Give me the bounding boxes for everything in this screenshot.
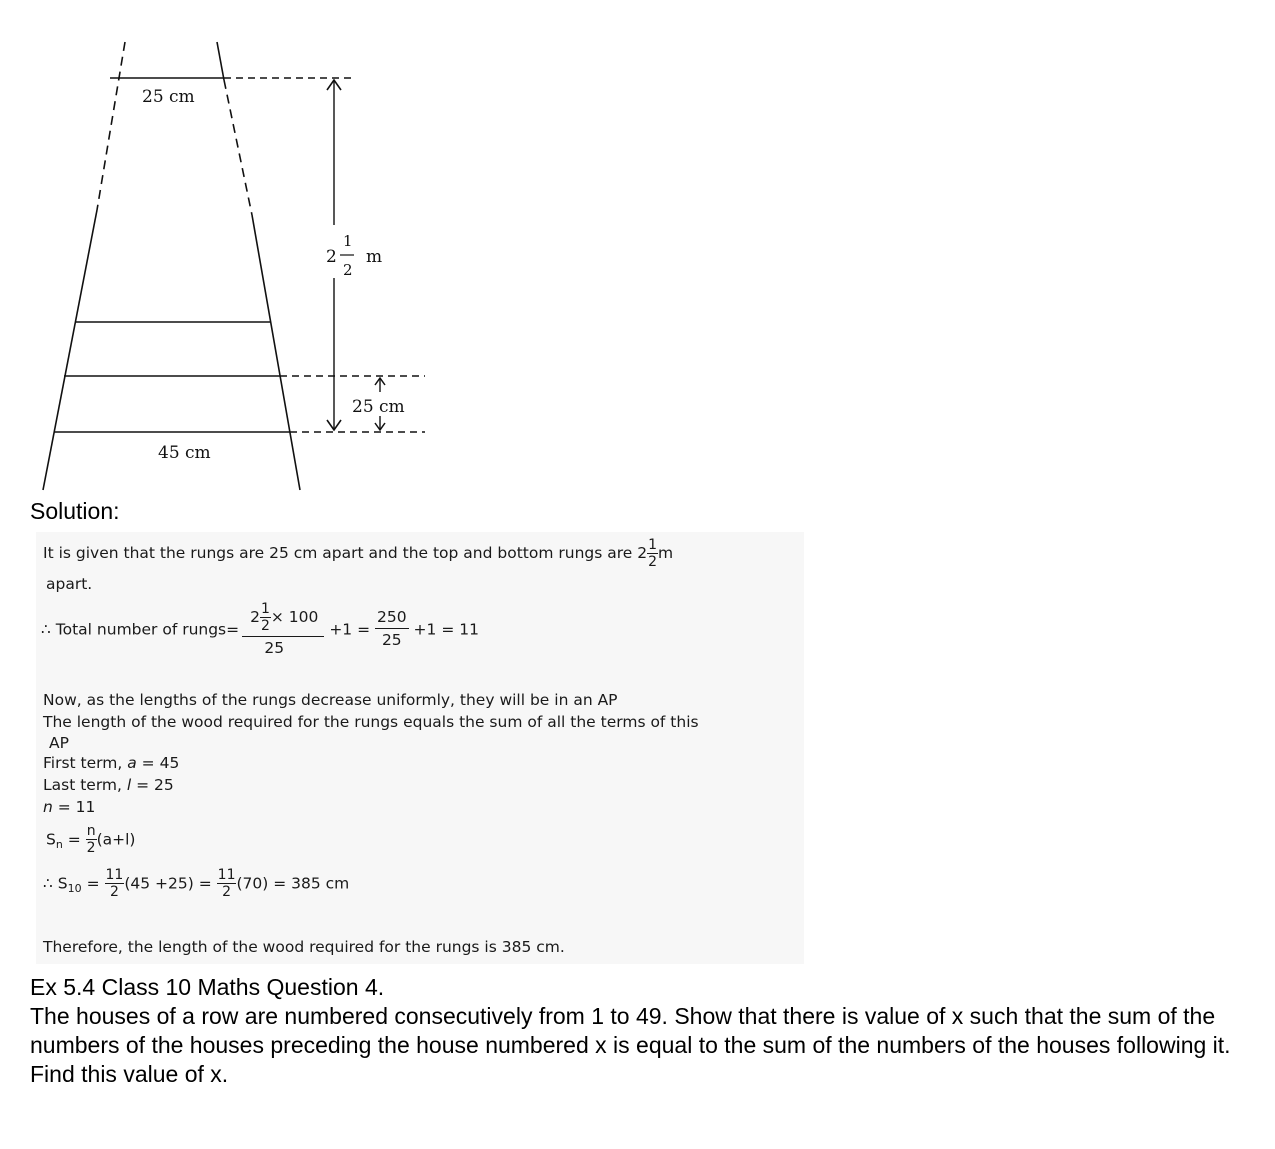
total-rungs-equation xyxy=(41,602,479,657)
fraction-denominator: 25 xyxy=(264,639,285,657)
conclusion-line: Therefore, the length of the wood required for the rungs is 385 cm. xyxy=(43,938,565,956)
sum-subscript: n xyxy=(55,838,63,852)
last-term-variable: l xyxy=(126,776,132,794)
question-title: Ex 5.4 Class 10 Maths Question 4. xyxy=(30,974,385,1000)
ladder-right-rail-top xyxy=(217,42,224,80)
fraction-numerator: 11 xyxy=(217,867,236,883)
sum-symbol: S xyxy=(46,830,56,849)
multiply-100: × 100 xyxy=(270,607,319,626)
fraction-denominator: 2 xyxy=(109,884,119,900)
equals-sign: = xyxy=(67,830,81,849)
question-text: The houses of a row are numbered consecutively from 1 to 49. Show that there is value of x such that the sum of the numbers of the houses preceding the house numbered x is equal to the sum of the numbers of the houses following it. Find this value of x. xyxy=(30,1003,1231,1087)
first-term-value: = 45 xyxy=(141,754,180,772)
equals-sign: = xyxy=(226,620,240,639)
bottom-width-label: 45 cm xyxy=(158,443,211,463)
ap-line-3: AP xyxy=(49,734,69,752)
fraction-numerator: n xyxy=(86,823,96,839)
sum-middle-term: (45 +25) = xyxy=(124,874,212,893)
solution-mixed-whole: 2 xyxy=(637,544,648,562)
ap-line-2: The length of the wood required for the rungs equals the sum of all the terms of this xyxy=(43,713,699,731)
fraction-numerator: 1 xyxy=(648,537,658,553)
fraction-denominator: 2 xyxy=(222,884,232,900)
height-label-unit: m xyxy=(366,247,383,267)
sum-formula-fraction xyxy=(86,824,97,855)
first-term-variable: a xyxy=(127,754,137,772)
total-rungs-label: ∴ Total number of rungs xyxy=(41,620,227,639)
sum-result: (70) = 385 cm xyxy=(236,874,350,893)
solution-heading: Solution: xyxy=(30,498,120,524)
fraction-numerator: 11 xyxy=(105,867,124,883)
top-width-label: 25 cm xyxy=(142,87,195,107)
sum-calculation xyxy=(43,868,349,899)
n-variable: n xyxy=(43,798,53,816)
sum-fraction-1 xyxy=(105,868,125,899)
sum-formula-rhs: (a+l) xyxy=(96,830,136,849)
solution-box xyxy=(36,532,804,964)
last-term-line xyxy=(43,776,174,794)
solution-fraction xyxy=(647,538,658,569)
plus-one: +1 = xyxy=(329,620,371,639)
total-rungs-fraction-1 xyxy=(242,602,324,657)
solution-text: It is given that the rungs are 25 cm apart and the top and bottom rungs are xyxy=(43,544,633,562)
mixed-fraction xyxy=(260,602,271,633)
ladder-right-rail-dashed xyxy=(224,80,252,215)
sum-symbol: ∴ S xyxy=(43,874,68,893)
fraction-denominator: 25 xyxy=(381,631,402,650)
last-term-value: = 25 xyxy=(136,776,174,794)
solution-unit: m xyxy=(658,544,674,562)
n-value: = 11 xyxy=(57,798,96,816)
ladder-diagram xyxy=(0,0,440,495)
equals-sign: = xyxy=(86,874,100,893)
last-term-label: Last term, xyxy=(43,776,122,794)
ladder-right-rail xyxy=(252,215,300,490)
fraction-denominator: 2 xyxy=(648,554,658,570)
question-block xyxy=(30,973,1275,1089)
sum-formula xyxy=(46,824,135,855)
solution-line-apart: apart. xyxy=(46,575,93,593)
mixed-whole: 2 xyxy=(250,607,260,626)
ladder-left-rail xyxy=(43,210,97,490)
n-line xyxy=(43,798,95,816)
first-term-line xyxy=(43,754,179,772)
height-label-den: 2 xyxy=(343,261,353,279)
fraction-numerator: 250 xyxy=(375,610,409,630)
solution-line-given xyxy=(43,538,673,569)
ladder-left-rail-dashed xyxy=(97,42,125,210)
ap-line-1: Now, as the lengths of the rungs decrease uniformly, they will be in an AP xyxy=(43,691,618,709)
fraction-denominator: 2 xyxy=(260,618,270,634)
total-rungs-fraction-2 xyxy=(375,607,409,650)
total-rungs-result: +1 = 11 xyxy=(413,620,479,639)
sum-fraction-2 xyxy=(217,868,237,899)
fraction-numerator: 1 xyxy=(260,601,270,617)
gap-label: 25 cm xyxy=(352,397,405,417)
fraction-numerator xyxy=(242,602,324,637)
fraction-denominator: 2 xyxy=(86,840,96,856)
height-label-whole: 2 xyxy=(326,247,337,267)
height-label-num: 1 xyxy=(343,232,353,250)
sum-subscript: 10 xyxy=(67,882,82,896)
first-term-label: First term, xyxy=(43,754,123,772)
